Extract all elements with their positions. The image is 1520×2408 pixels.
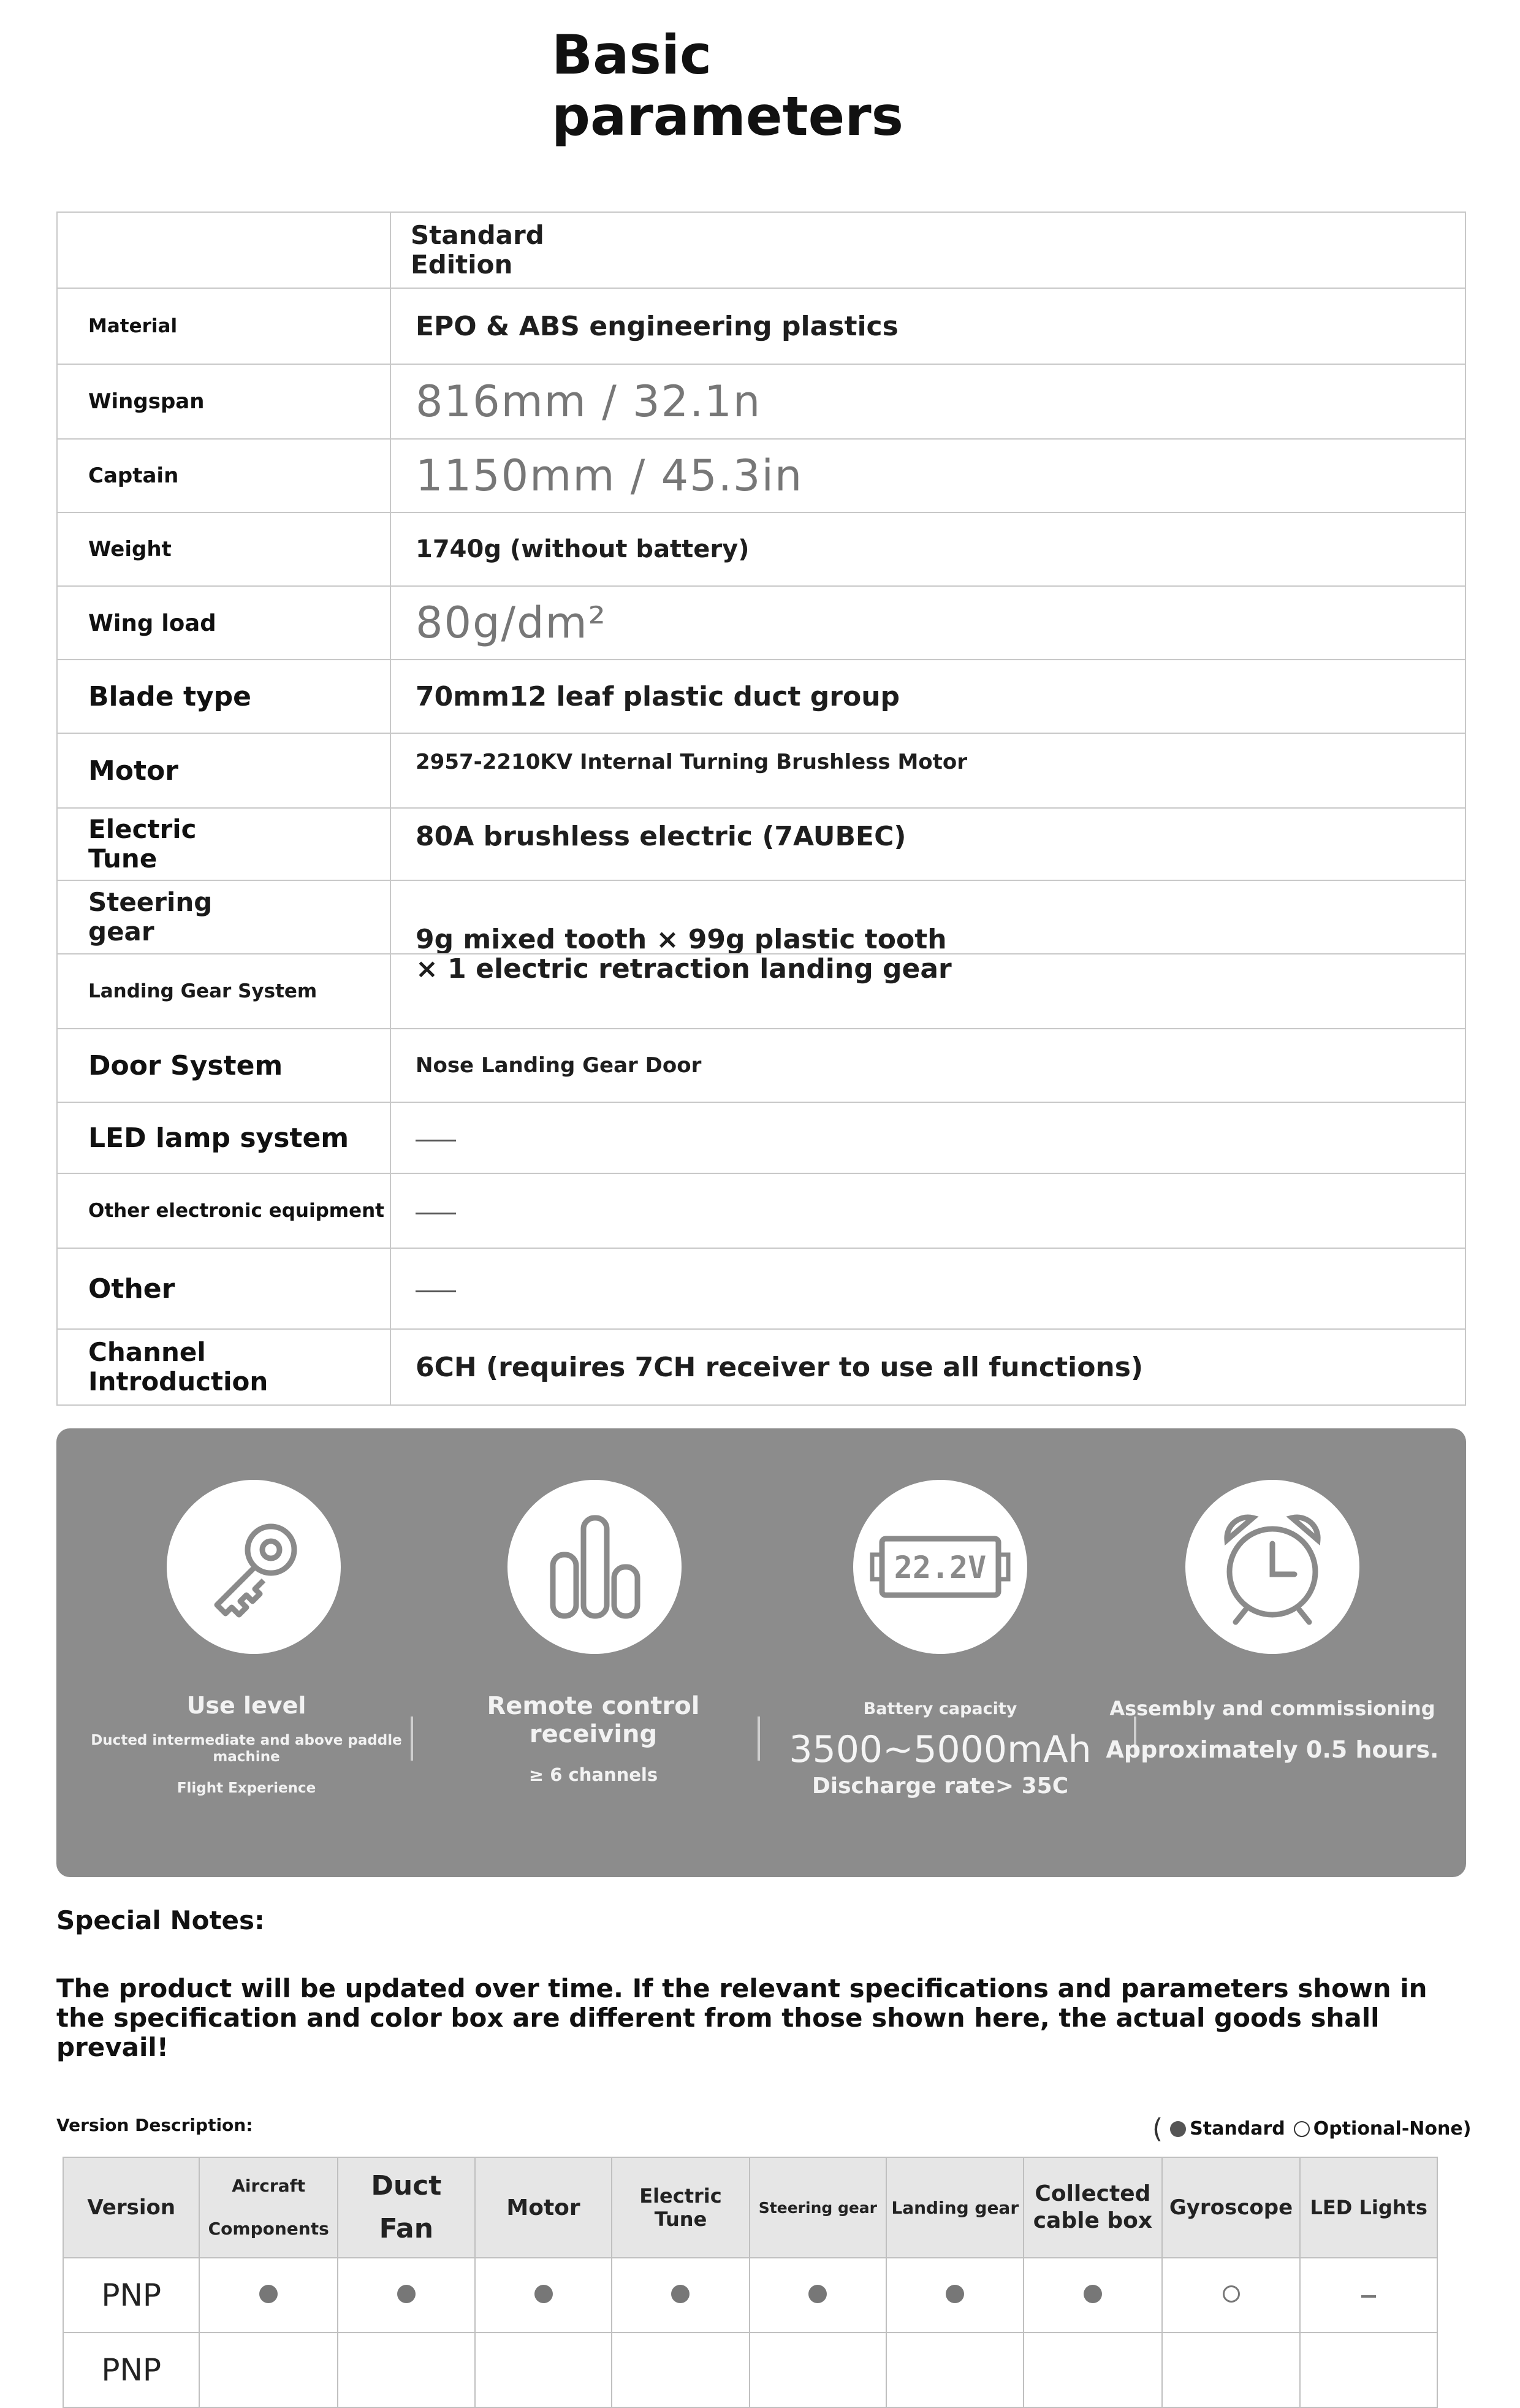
battery-icon <box>853 1480 1027 1654</box>
row-divider <box>391 953 1466 954</box>
edition-label: Standard Edition <box>391 213 1466 288</box>
spec-row <box>56 365 1466 440</box>
spec-key: Door System <box>56 1029 391 1102</box>
spec-key: Landing Gear System <box>88 980 317 1002</box>
spec-key: Channel Introduction <box>56 1330 391 1404</box>
version-name: PNP <box>63 2333 199 2407</box>
feature-title: Use level <box>186 1692 306 1719</box>
spec-key: Other <box>56 1249 391 1328</box>
spec-key: Motor <box>56 734 391 807</box>
version-cell <box>750 2258 887 2333</box>
legend-optional: Optional-None) <box>1313 2118 1472 2139</box>
standard-dot-icon <box>397 2285 416 2303</box>
battery-voltage: 22.2V <box>894 1550 987 1585</box>
spec-row <box>56 440 1466 513</box>
spec-value: 1150mm / 45.3in <box>391 440 1466 512</box>
spec-key: Weight <box>56 513 391 585</box>
spec-key: Material <box>56 289 391 364</box>
version-cell <box>475 2333 612 2407</box>
optional-circle-icon <box>1223 2285 1240 2303</box>
version-header-row <box>63 2157 1437 2258</box>
spec-key: Blade type <box>56 660 391 733</box>
feature-remote-control <box>422 1692 765 1785</box>
spec-row <box>56 1330 1466 1406</box>
legend-standard: Standard <box>1190 2118 1285 2139</box>
feature-sub: Discharge rate> 35C <box>811 1774 1069 1799</box>
spec-row <box>56 809 1466 881</box>
spec-value: 80A brushless electric (7AUBEC) <box>391 809 1466 880</box>
spec-table <box>56 211 1466 1406</box>
spec-key: Steering gear <box>58 881 390 954</box>
version-cell <box>1024 2333 1161 2407</box>
version-table <box>63 2157 1438 2408</box>
feature-battery <box>769 1699 1112 1799</box>
spec-key: Electric Tune <box>56 809 391 880</box>
version-description-label: Version Description: <box>56 2115 253 2135</box>
separator <box>758 1716 760 1761</box>
standard-dot-icon <box>946 2285 964 2303</box>
spec-row <box>56 660 1466 734</box>
legend-paren: ( <box>1152 2113 1163 2144</box>
spec-value: Nose Landing Gear Door <box>391 1029 1466 1102</box>
feature-sub: Ducted intermediate and above paddle machine <box>91 1732 402 1765</box>
spec-header-row <box>56 211 1466 289</box>
version-cell <box>199 2333 338 2407</box>
feature-use-level <box>75 1692 418 1796</box>
spec-value: EPO & ABS engineering plastics <box>391 289 1466 364</box>
version-cell <box>199 2258 338 2333</box>
spec-value: 816mm / 32.1n <box>391 365 1466 438</box>
spec-row <box>56 1103 1466 1174</box>
feature-sub: Approximately 0.5 hours. <box>1106 1736 1439 1763</box>
spec-value <box>391 1249 1466 1328</box>
standard-dot-icon <box>671 2285 690 2303</box>
spec-row <box>56 1249 1466 1330</box>
spec-value: 2957-2210KV Internal Turning Brushless Motor <box>391 734 1466 807</box>
version-cell <box>886 2333 1024 2407</box>
spec-value: 80g/dm² <box>391 587 1466 659</box>
spec-row <box>56 1174 1466 1249</box>
version-name: PNP <box>63 2258 199 2333</box>
signal-bars-icon <box>507 1480 682 1654</box>
col-header: Gyroscope <box>1162 2157 1301 2258</box>
feature-sub: Flight Experience <box>177 1780 316 1796</box>
spec-key: Wingspan <box>56 365 391 438</box>
spec-value <box>391 1103 1466 1173</box>
notes-text: The product will be updated over time. If the relevant specifications and parameters shown in the specification and color box are different from those shown here, the actual goods shall prevail! <box>56 1973 1427 2062</box>
standard-dot-icon <box>1084 2285 1102 2303</box>
alarm-clock-icon <box>1185 1480 1359 1654</box>
spec-row <box>56 513 1466 587</box>
spec-row-merged <box>56 881 1466 1029</box>
version-cell <box>1162 2333 1301 2407</box>
col-header: Motor <box>475 2157 612 2258</box>
spec-row <box>56 289 1466 365</box>
feature-title: Assembly and commissioning <box>1109 1697 1435 1720</box>
standard-dot-icon <box>1170 2121 1186 2137</box>
version-cell <box>1162 2258 1301 2333</box>
version-legend <box>1152 2113 1471 2144</box>
version-cell <box>750 2333 887 2407</box>
feature-sub: ≥ 6 channels <box>528 1764 658 1785</box>
col-header: Landing gear <box>886 2157 1024 2258</box>
col-header: Collected cable box <box>1024 2157 1161 2258</box>
spec-value: 1740g (without battery) <box>391 513 1466 585</box>
col-header: Steering gear <box>750 2157 887 2258</box>
table-row <box>63 2258 1437 2333</box>
spec-key: Captain <box>56 440 391 512</box>
dash-value <box>416 1213 456 1214</box>
spec-header-empty <box>56 213 391 288</box>
key-icon <box>167 1480 341 1654</box>
version-cell <box>612 2333 749 2407</box>
spec-value: 6CH (requires 7CH receiver to use all functions) <box>391 1330 1466 1404</box>
spec-value: 70mm12 leaf plastic duct group <box>391 660 1466 733</box>
feature-assembly <box>1101 1697 1444 1763</box>
table-row <box>63 2333 1437 2407</box>
version-cell <box>886 2258 1024 2333</box>
spec-key: Wing load <box>56 587 391 659</box>
spec-key: LED lamp system <box>56 1103 391 1173</box>
spec-value <box>391 1174 1466 1248</box>
version-cell <box>1300 2333 1437 2407</box>
spec-row <box>56 587 1466 660</box>
col-header: Version <box>63 2157 199 2258</box>
dash-value <box>416 1140 456 1141</box>
spec-value: 9g mixed tooth × 99g plastic tooth × 1 electric retraction landing gear <box>391 881 1466 1028</box>
standard-dot-icon <box>534 2285 553 2303</box>
none-dash-icon <box>1361 2295 1376 2298</box>
page-title: Basic parameters <box>552 23 904 148</box>
spec-row <box>56 1029 1466 1103</box>
optional-circle-icon <box>1294 2121 1310 2137</box>
version-cell <box>475 2258 612 2333</box>
version-cell <box>612 2258 749 2333</box>
separator <box>411 1716 413 1761</box>
notes-heading: Special Notes: <box>56 1905 265 1935</box>
dash-value <box>416 1290 456 1292</box>
col-header: Aircraft Components <box>199 2157 338 2258</box>
spec-key-stack <box>56 881 391 1028</box>
spec-row <box>56 734 1466 809</box>
col-header: LED Lights <box>1300 2157 1437 2258</box>
feature-title: Battery capacity <box>863 1699 1017 1718</box>
standard-dot-icon <box>808 2285 827 2303</box>
col-header: Duct Fan <box>338 2157 475 2258</box>
version-cell <box>1300 2258 1437 2333</box>
spec-key: Other electronic equipment <box>56 1174 391 1248</box>
version-cell <box>338 2333 475 2407</box>
battery-capacity-value: 3500~5000mAh <box>789 1728 1092 1771</box>
version-cell <box>1024 2258 1161 2333</box>
version-cell <box>338 2258 475 2333</box>
col-header: Electric Tune <box>612 2157 749 2258</box>
standard-dot-icon <box>259 2285 278 2303</box>
feature-title: Remote control receiving <box>487 1692 700 1748</box>
